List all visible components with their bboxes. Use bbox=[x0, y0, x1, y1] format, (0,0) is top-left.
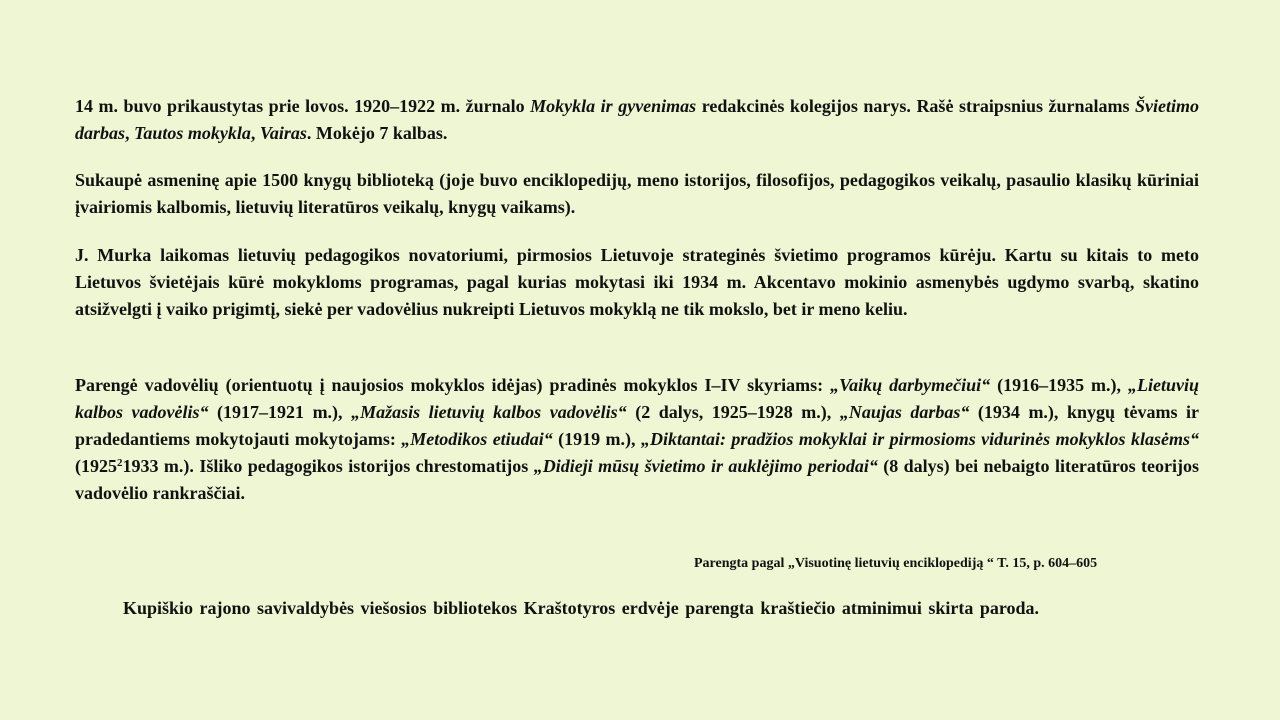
text-span: (8 dalys) bei nebaigto literatūros teorijos vadovėlio rankraščiai. bbox=[75, 456, 1199, 503]
journal-title: Vairas bbox=[259, 123, 307, 143]
text-span: (1919 m.), bbox=[552, 429, 641, 449]
book-title: „Lietuvių kalbos vadovėlis“ bbox=[75, 375, 1200, 422]
text-span: (1917–1921 m.), bbox=[208, 402, 352, 422]
journal-title: Tautos mokykla bbox=[134, 123, 251, 143]
text-span: , bbox=[250, 123, 260, 143]
book-title: „Naujas darbas“ bbox=[839, 402, 970, 422]
book-title: „Vaikų darbymečiui“ bbox=[830, 375, 991, 395]
text-span: (1925 bbox=[75, 456, 117, 476]
text-span: , bbox=[125, 123, 135, 143]
source-citation: Parengta pagal „Visuotinę lietuvių enciklopediją “ T. 15, p. 604–605 bbox=[694, 556, 1098, 571]
text-span: (2 dalys, 1925–1928 m.), bbox=[626, 402, 840, 422]
book-title: „Mažasis lietuvių kalbos vadovėlis“ bbox=[351, 402, 627, 422]
paragraph-innovator: J. Murka laikomas lietuvių pedagogikos novatoriumi, pirmosios Lietuvoje strateginės švietimo programos kūrėju. Kartu su kitais to meto Lietuvos švietėjais kūrė mokykloms programas, pagal kurias mokytasi iki 1934 m. Akcentavo mokinio asmenybės ugdymo svarbą, skatino atsižvelgti į vaiko prigimtį, siekė per vadovėlius nukreipti Lietuvos mokyklą ne tik mokslo, bet ir meno keliu. bbox=[75, 245, 1199, 319]
text-span: (1916–1935 m.), bbox=[990, 375, 1129, 395]
text-span: 14 m. buvo prikaustytas prie lovos. 1920–1922 m. žurnalo bbox=[75, 96, 531, 116]
text-span: redakcinės kolegijos narys. Rašė straipsnius žurnalams bbox=[696, 96, 1136, 116]
text-span: . Mokėjo 7 kalbas. bbox=[306, 123, 448, 143]
book-title: „Diktantai: pradžios mokyklai ir pirmosioms vidurinės mokyklos klasėms“ bbox=[640, 429, 1199, 449]
book-title: „Didieji mūsų švietimo ir auklėjimo periodai“ bbox=[533, 456, 878, 476]
paragraph-textbooks bbox=[75, 372, 1199, 507]
text-span: Parengė vadovėlių (orientuotų į naujosios mokyklos idėjas) pradinės mokyklos I–IV skyriams: bbox=[75, 375, 831, 395]
journal-title: Švietimo darbas bbox=[75, 96, 1200, 143]
journal-title: Mokykla ir gyvenimas bbox=[530, 96, 697, 116]
exhibition-note: Kupiškio rajono savivaldybės viešosios bibliotekos Kraštotyros erdvėje parengta kraštiečio atminimui skirta paroda. bbox=[123, 598, 1040, 618]
paragraph-library: Sukaupė asmeninę apie 1500 knygų biblioteką (joje buvo enciklopedijų, meno istorijos, filosofijos, pedagogikos veikalų, pasaulio klasikų kūriniai įvairiomis kalbomis, lietuvių literatūros veikalų, knygų vaikams). bbox=[75, 170, 1199, 217]
book-title: „Metodikos etiudai“ bbox=[401, 429, 553, 449]
superscript: 2 bbox=[117, 457, 123, 469]
paragraph-languages bbox=[75, 93, 1199, 147]
text-span: (1934 m.), knygų tėvams ir pradedantiems mokytojauti mokytojams: bbox=[75, 402, 1200, 449]
text-span: 1933 m.). Išliko pedagogikos istorijos chrestomatijos bbox=[122, 456, 534, 476]
